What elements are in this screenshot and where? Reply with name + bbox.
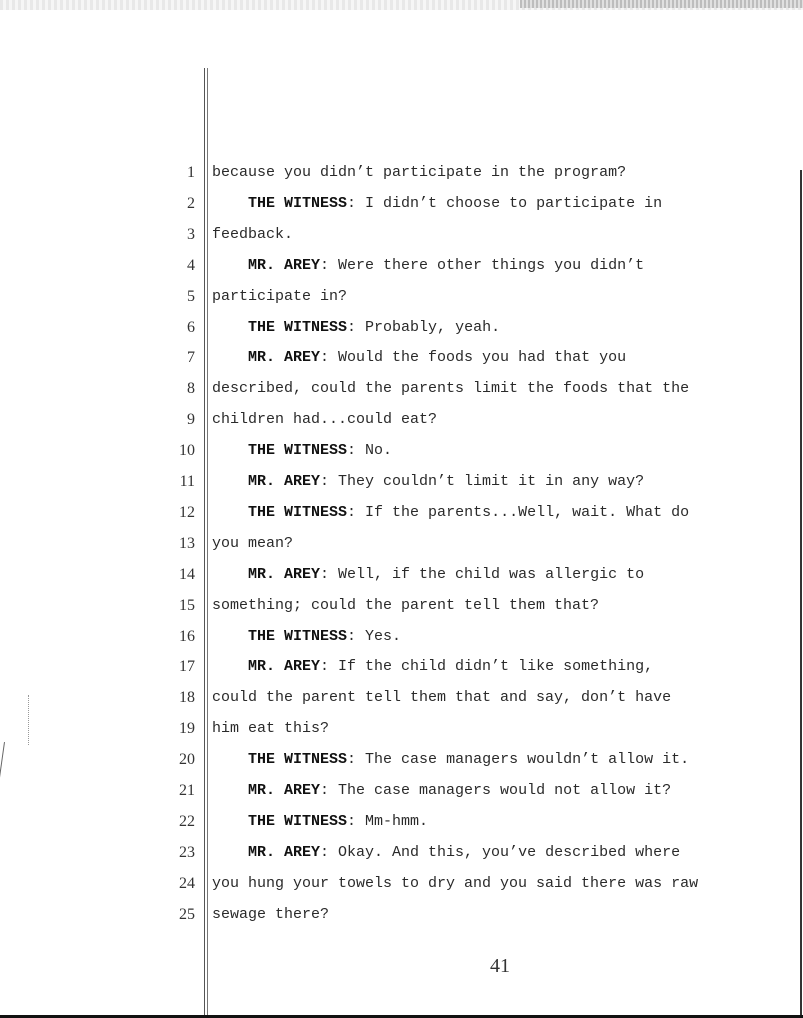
line-number: 17 bbox=[179, 658, 195, 675]
line-text: : If the parents...Well, wait. What do bbox=[347, 504, 690, 521]
transcript-line bbox=[212, 379, 798, 399]
line-number: 2 bbox=[187, 195, 195, 212]
line-number: 5 bbox=[187, 288, 195, 305]
line-text: him eat this? bbox=[212, 720, 330, 737]
line-number: 19 bbox=[179, 720, 195, 737]
transcript-line bbox=[212, 565, 798, 585]
line-number: 3 bbox=[187, 226, 195, 243]
left-margin-rule-inner bbox=[207, 68, 208, 1018]
line-text: : Would the foods you had that you bbox=[320, 349, 627, 366]
speaker-label: THE WITNESS bbox=[248, 504, 348, 521]
right-margin-rule bbox=[800, 170, 802, 1018]
line-number: 7 bbox=[187, 349, 195, 366]
line-text: you hung your towels to dry and you said there was raw bbox=[212, 875, 699, 892]
transcript-line bbox=[212, 441, 798, 461]
line-text: : Okay. And this, you’ve described where bbox=[320, 844, 681, 861]
transcript-line bbox=[212, 348, 798, 368]
transcript-line bbox=[212, 287, 798, 307]
transcript-line bbox=[212, 225, 798, 245]
line-number: 21 bbox=[179, 782, 195, 799]
transcript-line bbox=[212, 256, 798, 276]
line-number: 15 bbox=[179, 597, 195, 614]
line-number: 1 bbox=[187, 164, 195, 181]
transcript-line bbox=[212, 163, 798, 183]
transcript-line bbox=[212, 843, 798, 863]
transcript-line bbox=[212, 750, 798, 770]
line-text: : Well, if the child was allergic to bbox=[320, 566, 645, 583]
transcript-line bbox=[212, 596, 798, 616]
line-text: because you didn’t participate in the program? bbox=[212, 164, 627, 181]
speaker-label: MR. AREY bbox=[248, 658, 321, 675]
line-number: 23 bbox=[179, 844, 195, 861]
line-number: 25 bbox=[179, 906, 195, 923]
transcript-line bbox=[212, 781, 798, 801]
transcript-line bbox=[212, 688, 798, 708]
line-number: 6 bbox=[187, 319, 195, 336]
line-number: 13 bbox=[179, 535, 195, 552]
speaker-label: MR. AREY bbox=[248, 566, 321, 583]
speaker-label: THE WITNESS bbox=[248, 442, 348, 459]
line-number: 14 bbox=[179, 566, 195, 583]
speaker-label: MR. AREY bbox=[248, 844, 321, 861]
line-number: 9 bbox=[187, 411, 195, 428]
line-text: : Yes. bbox=[347, 628, 402, 645]
line-number: 22 bbox=[179, 813, 195, 830]
line-text: : Were there other things you didn’t bbox=[320, 257, 645, 274]
transcript-line bbox=[212, 719, 798, 739]
scan-edge-dots bbox=[28, 695, 30, 745]
speaker-label: THE WITNESS bbox=[248, 195, 348, 212]
line-text: : I didn’t choose to participate in bbox=[347, 195, 663, 212]
transcript-line bbox=[212, 812, 798, 832]
line-text: : If the child didn’t like something, bbox=[320, 658, 654, 675]
transcript-line bbox=[212, 534, 798, 554]
line-text: : They couldn’t limit it in any way? bbox=[320, 473, 645, 490]
line-number: 4 bbox=[187, 257, 195, 274]
transcript-line bbox=[212, 410, 798, 430]
line-text: feedback. bbox=[212, 226, 294, 243]
transcript-line bbox=[212, 627, 798, 647]
transcript-line bbox=[212, 905, 798, 925]
line-number: 10 bbox=[179, 442, 195, 459]
transcript-line bbox=[212, 657, 798, 677]
speaker-label: MR. AREY bbox=[248, 257, 321, 274]
speaker-label: MR. AREY bbox=[248, 473, 321, 490]
line-text: children had...could eat? bbox=[212, 411, 438, 428]
transcript-line bbox=[212, 874, 798, 894]
line-number: 20 bbox=[179, 751, 195, 768]
speaker-label: THE WITNESS bbox=[248, 813, 348, 830]
line-number: 18 bbox=[179, 689, 195, 706]
speaker-label: MR. AREY bbox=[248, 782, 321, 799]
transcript-line bbox=[212, 503, 798, 523]
line-text: : The case managers wouldn’t allow it. bbox=[347, 751, 690, 768]
line-text: you mean? bbox=[212, 535, 294, 552]
line-text: : The case managers would not allow it? bbox=[320, 782, 672, 799]
speaker-label: MR. AREY bbox=[248, 349, 321, 366]
speaker-label: THE WITNESS bbox=[248, 319, 348, 336]
transcript-line bbox=[212, 194, 798, 214]
line-number: 24 bbox=[179, 875, 195, 892]
line-text: could the parent tell them that and say, don’t have bbox=[212, 689, 672, 706]
transcript-line bbox=[212, 472, 798, 492]
line-text: something; could the parent tell them that? bbox=[212, 597, 600, 614]
transcript-line bbox=[212, 318, 798, 338]
speaker-label: THE WITNESS bbox=[248, 628, 348, 645]
line-number: 11 bbox=[179, 473, 195, 490]
line-text: : Mm-hmm. bbox=[347, 813, 429, 830]
line-number: 16 bbox=[179, 628, 195, 645]
speaker-label: THE WITNESS bbox=[248, 751, 348, 768]
line-number: 8 bbox=[187, 380, 195, 397]
left-margin-rule bbox=[204, 68, 205, 1018]
line-text: described, could the parents limit the foods that the bbox=[212, 380, 690, 397]
line-text: : Probably, yeah. bbox=[347, 319, 501, 336]
scan-edge-mark bbox=[0, 742, 5, 910]
line-text: participate in? bbox=[212, 288, 348, 305]
page-number: 41 bbox=[490, 955, 510, 977]
line-text: : No. bbox=[347, 442, 393, 459]
line-text: sewage there? bbox=[212, 906, 330, 923]
scan-noise-top-right bbox=[520, 0, 803, 8]
line-number: 12 bbox=[179, 504, 195, 521]
